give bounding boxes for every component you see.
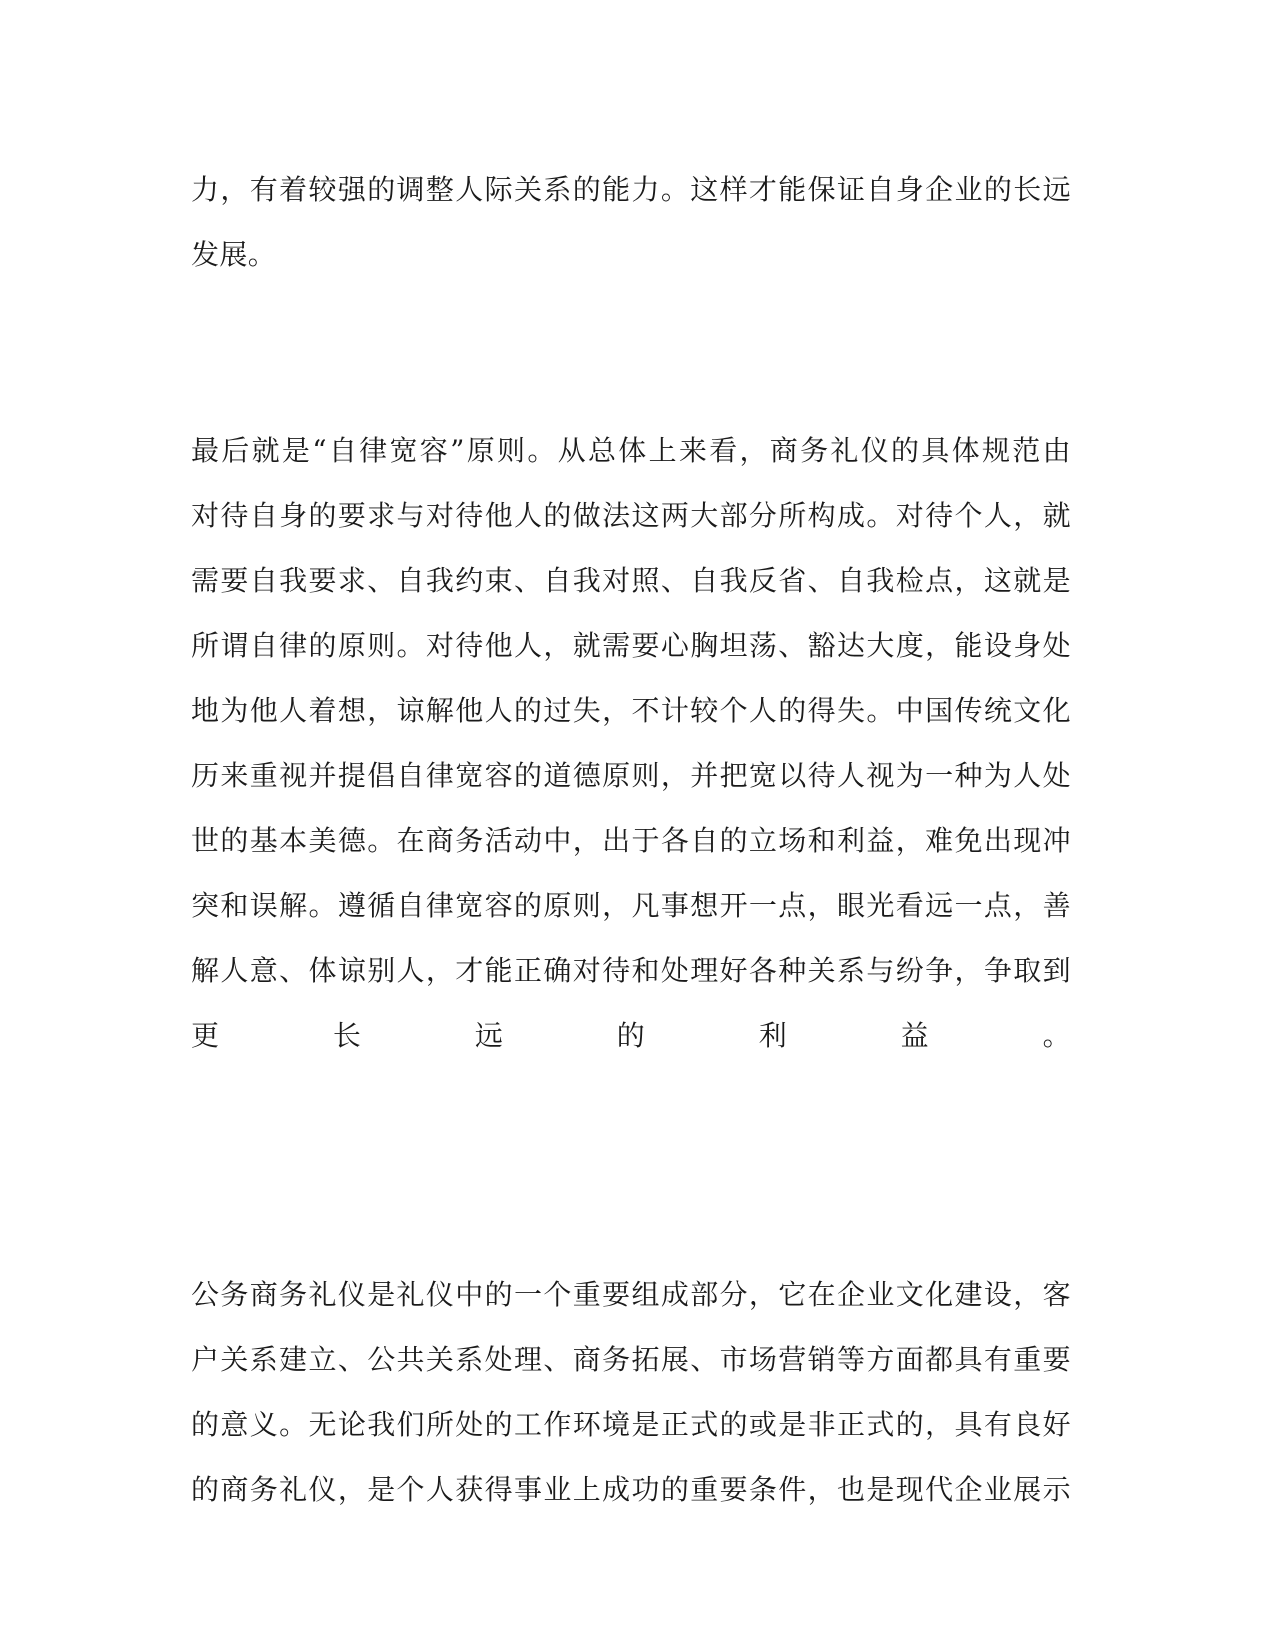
text-line: 对待自身的要求与对待他人的做法这两大部分所构成。对待个人，就 [191,499,1071,532]
text-line [191,1081,1071,1121]
text-line: 世的基本美德。在商务活动中，出于各自的立场和利益，难免出现冲 [191,824,1071,857]
text-line: 力，有着较强的调整人际关系的能力。这样才能保证自身企业的长远 [191,173,1071,206]
text-line: 的商务礼仪，是个人获得事业上成功的重要条件，也是现代企业展示 [191,1473,1071,1506]
text-line: 需要自我要求、自我约束、自我对照、自我反省、自我检点，这就是 [191,564,1071,597]
text-line: 公务商务礼仪是礼仪中的一个重要组成部分，它在企业文化建设，客 [191,1278,1071,1311]
text-line: 历来重视并提倡自律宽容的道德原则，并把宽以待人视为一种为人处 [191,759,1071,792]
text-line: 地为他人着想，谅解他人的过失，不计较个人的得失。中国传统文化 [191,694,1071,727]
text-line: 所谓自律的原则。对待他人，就需要心胸坦荡、豁达大度，能设身处 [191,629,1071,662]
text-line: 更长远的利益。 [191,1019,1071,1052]
text-line: 户关系建立、公共关系处理、商务拓展、市场营销等方面都具有重要 [191,1343,1071,1376]
text-line: 发展。 [191,238,277,271]
text-line: 突和误解。遵循自律宽容的原则，凡事想开一点，眼光看远一点，善 [191,889,1071,922]
text-line: 解人意、体谅别人，才能正确对待和处理好各种关系与纷争，争取到 [191,954,1071,987]
text-line: 最后就是“自律宽容”原则。从总体上来看，商务礼仪的具体规范由 [191,434,1071,467]
text-line: 的意义。无论我们所处的工作环境是正式的或是非正式的，具有良好 [191,1408,1071,1441]
